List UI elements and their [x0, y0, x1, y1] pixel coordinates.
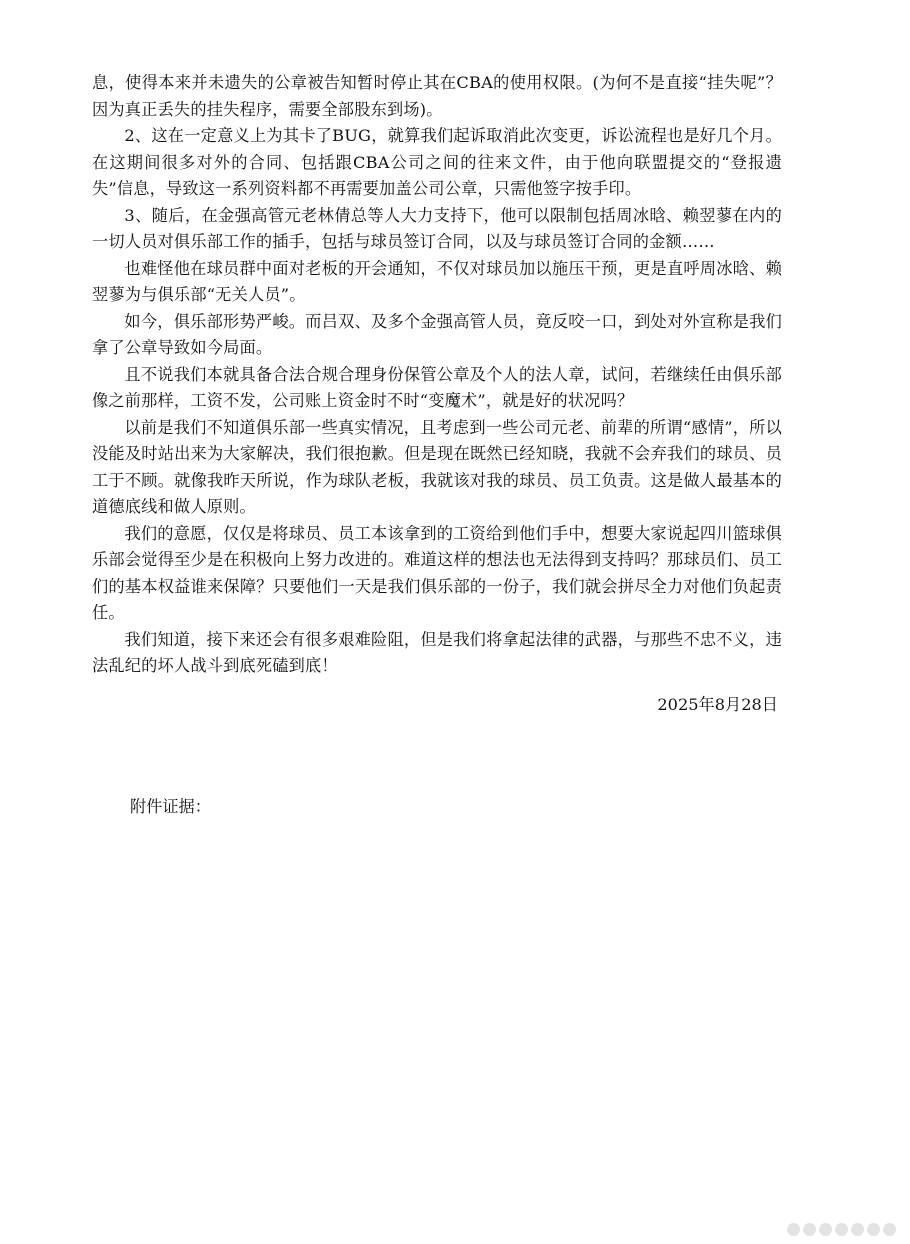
- watermark-dot: [867, 1223, 880, 1236]
- paragraph: 以前是我们不知道俱乐部一些真实情况，且考虑到一些公司元老、前辈的所谓“感情”，所以没能及时站出来为大家解决，我们很抱歉。但是现在既然已经知晓，我就不会弃我们的球员、员工于不顾。就像我昨天所说，作为球队老板，我就该对我的球员、员工负责。这是做人最基本的道德底线和做人原则。: [92, 417, 782, 516]
- paragraph: 2、这在一定意义上为其卡了BUG，就算我们起诉取消此次变更，诉讼流程也是好几个月。在这期间很多对外的合同、包括跟CBA公司之间的往来文件，由于他向联盟提交的“登报遗失”信息，导致这一系列资料都不再需要加盖公司公章，只需他签字按手印。: [92, 126, 782, 198]
- paragraph: 3、随后，在金强高管元老林倩总等人大力支持下，他可以限制包括周冰晗、赖翌蓼在内的一切人员对俱乐部工作的插手，包括与球员签订合同，以及与球员签订合同的金额……: [92, 205, 782, 251]
- watermark-dot: [803, 1223, 816, 1236]
- watermark-icon: [787, 1223, 896, 1236]
- paragraph: 我们知道，接下来还会有很多艰难险阻，但是我们将拿起法律的武器，与那些不忠不义，违法乱纪的坏人战斗到底死磕到底！: [92, 629, 782, 675]
- watermark-dot: [883, 1223, 896, 1236]
- paragraph: 我们的意愿，仅仅是将球员、员工本该拿到的工资给到他们手中，想要大家说起四川篮球俱乐部会觉得至少是在积极向上努力改进的。难道这样的想法也无法得到支持吗？那球员们、员工们的基本权益谁来保障？只要他们一天是我们俱乐部的一份子，我们就会拼尽全力对他们负起责任。: [92, 523, 782, 622]
- watermark-dot: [819, 1223, 832, 1236]
- paragraph: 息，使得本来并未遗失的公章被告知暂时停止其在CBA的使用权限。(为何不是直接“挂失呢”？因为真正丢失的挂失程序，需要全部股东到场)。: [92, 73, 782, 119]
- paragraph: 也难怪他在球员群中面对老板的开会通知，不仅对球员加以施压干预，更是直呼周冰晗、赖翌蓼为与俱乐部“无关人员”。: [92, 258, 782, 304]
- watermark-dot: [787, 1223, 800, 1236]
- paragraph: 且不说我们本就具备合法合规合理身份保管公章及个人的法人章，试问，若继续任由俱乐部像之前那样，工资不发，公司账上资金时不时“变魔术”，就是好的状况吗？: [92, 364, 782, 410]
- paragraph: 如今，俱乐部形势严峻。而吕双、及多个金强高管人员，竟反咬一口，到处对外宣称是我们拿了公章导致如今局面。: [92, 311, 782, 357]
- watermark-dot: [851, 1223, 864, 1236]
- attachment-label: 附件证据：: [130, 797, 211, 816]
- watermark-dot: [835, 1223, 848, 1236]
- document-date: 2025年8月28日: [657, 695, 778, 714]
- document-body: [92, 70, 782, 680]
